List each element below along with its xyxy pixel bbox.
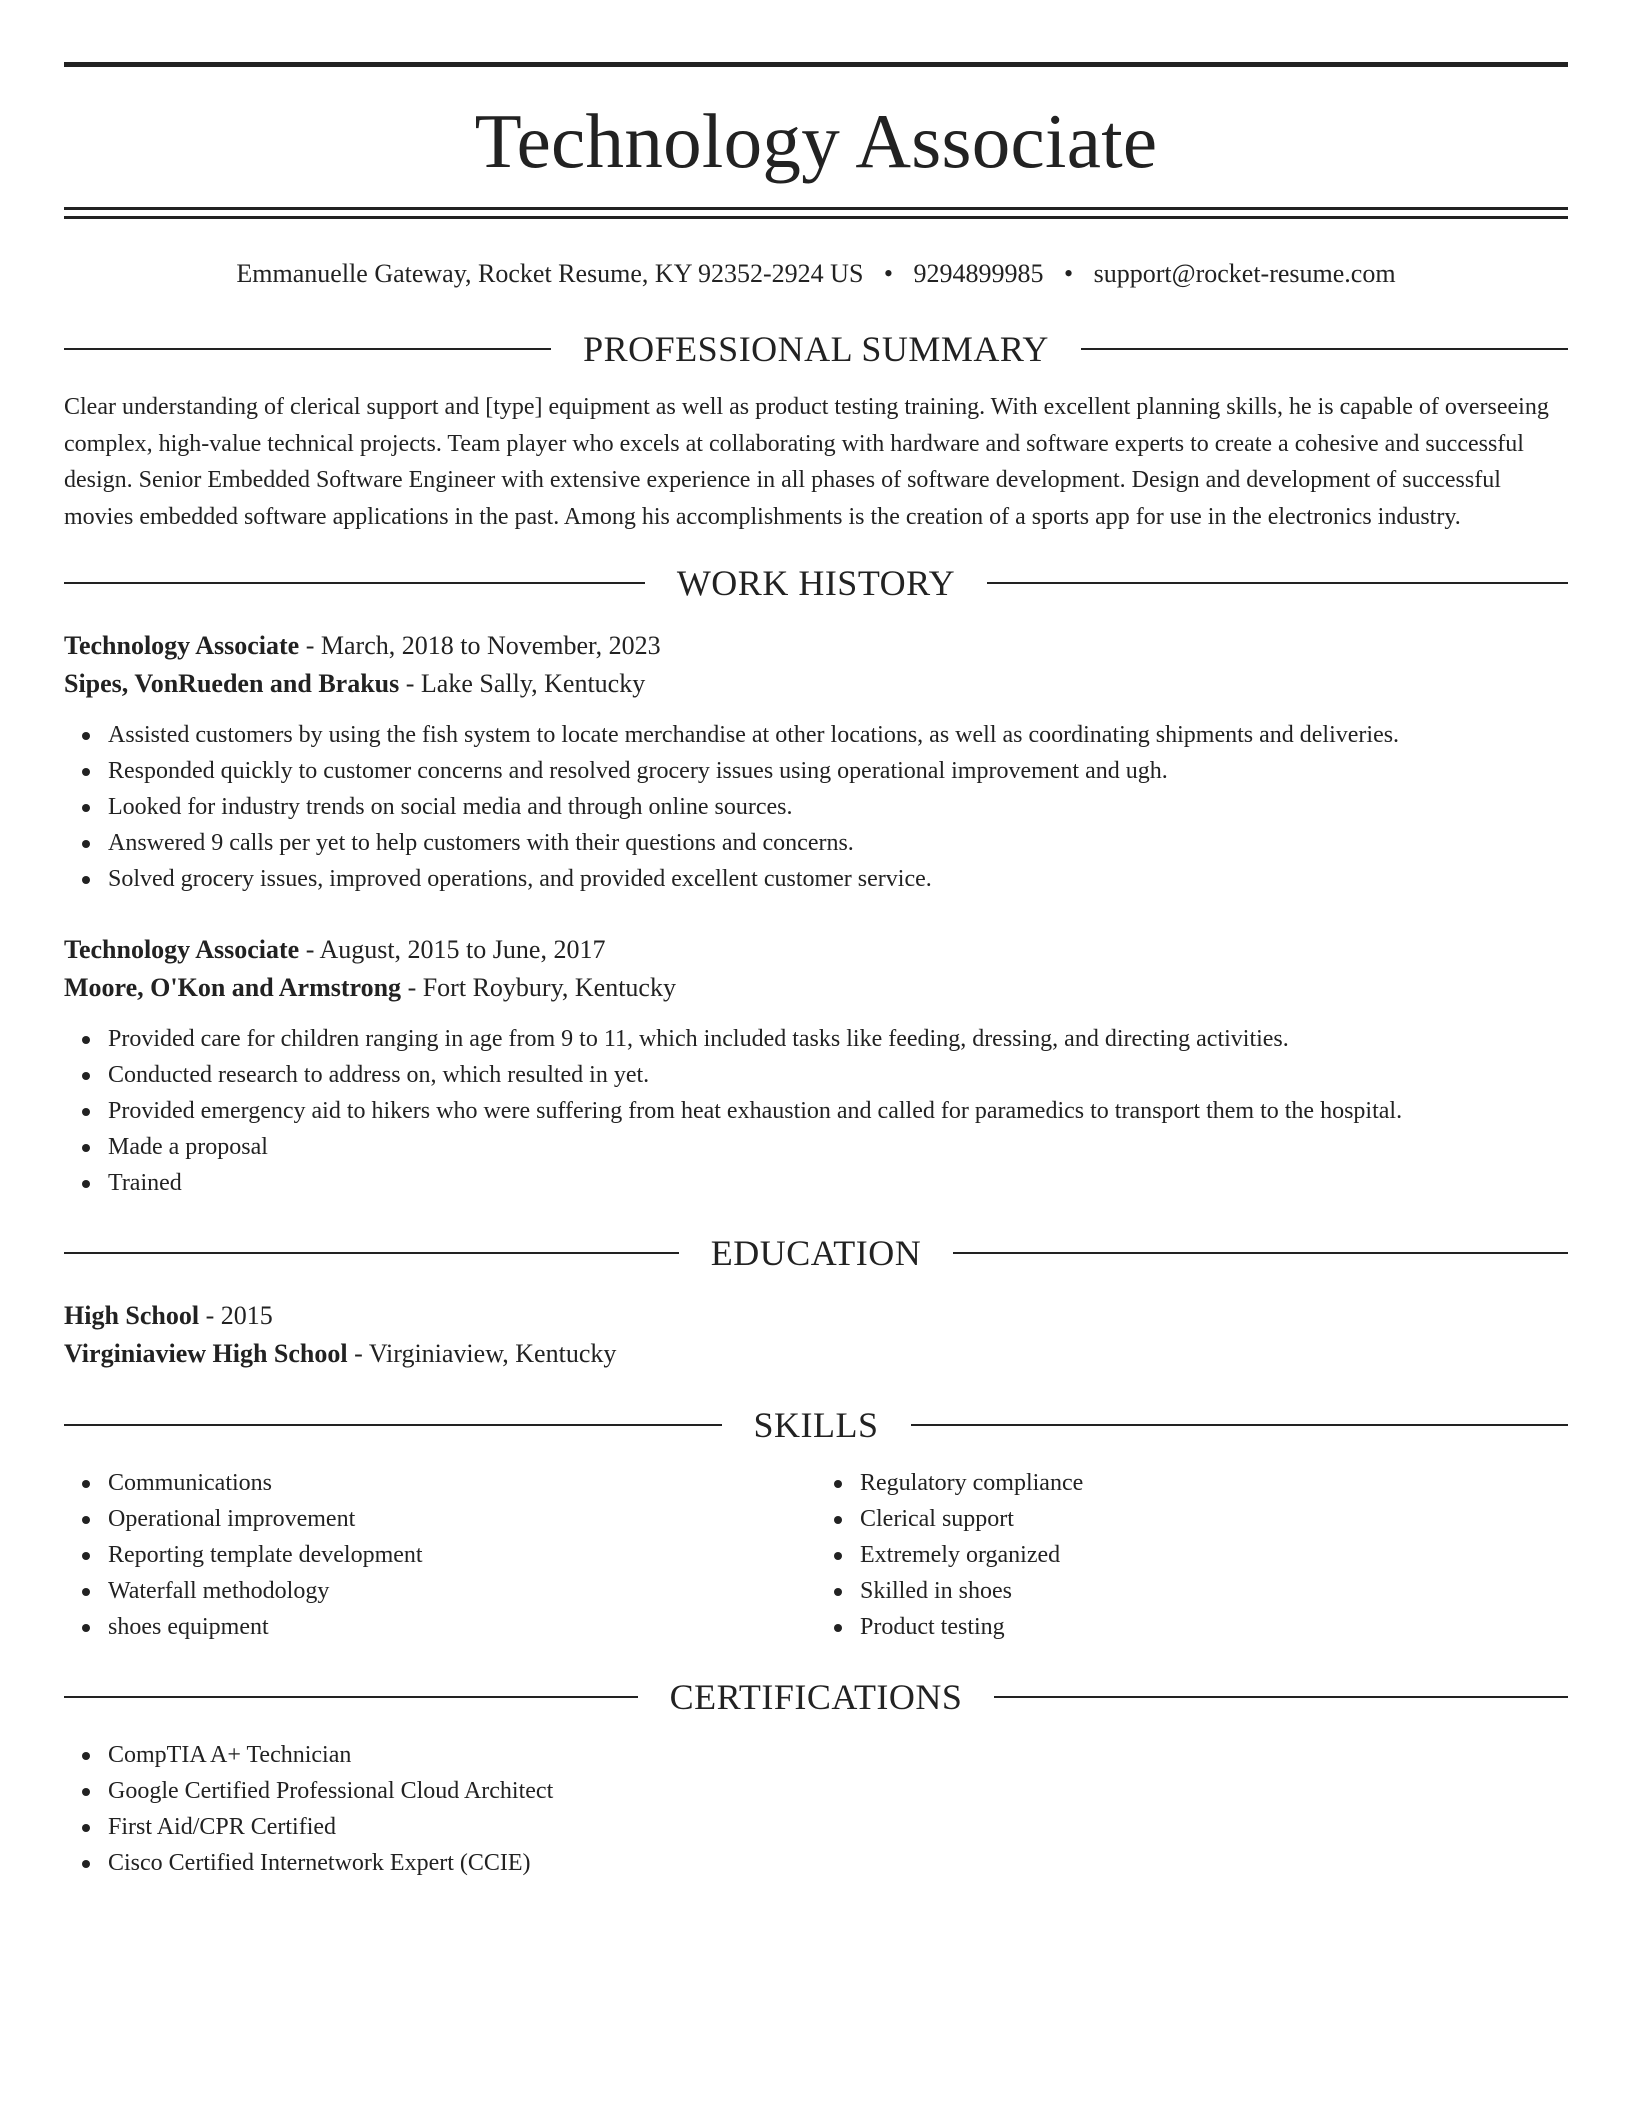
list-item: Reporting template development	[64, 1537, 816, 1573]
skills-list-right	[816, 1465, 1568, 1645]
section-title: SKILLS	[753, 1405, 879, 1445]
education-entry	[64, 1297, 1568, 1373]
skills-grid	[64, 1465, 1568, 1645]
job-dates: - March, 2018 to November, 2023	[299, 631, 661, 660]
list-item: Provided care for children ranging in age from 9 to 11, which included tasks like feeding, dressing, and directing activities.	[64, 1021, 1568, 1057]
list-item: Answered 9 calls per yet to help customers with their questions and concerns.	[64, 825, 1568, 861]
title-rule-lower	[64, 216, 1568, 219]
section-title: EDUCATION	[710, 1233, 922, 1273]
heading-rule	[911, 1424, 1569, 1426]
section-title: CERTIFICATIONS	[669, 1677, 963, 1717]
heading-rule	[64, 348, 551, 350]
contact-line	[64, 257, 1568, 291]
job-title: Technology Associate	[64, 935, 300, 964]
section-heading-skills	[64, 1407, 1568, 1443]
education-school: Virginiaview High School	[64, 1339, 348, 1368]
job-company: Moore, O'Kon and Armstrong	[64, 973, 402, 1002]
education-degree: High School	[64, 1301, 200, 1330]
job-title-line	[64, 931, 1568, 969]
list-item: Cisco Certified Internetwork Expert (CCIE)	[64, 1845, 1568, 1881]
section-title: WORK HISTORY	[676, 563, 956, 603]
list-item: First Aid/CPR Certified	[64, 1809, 1568, 1845]
heading-rule	[994, 1696, 1568, 1698]
job-company-line	[64, 665, 1568, 703]
job-duties-list	[64, 1021, 1568, 1201]
section-heading-certifications	[64, 1679, 1568, 1715]
list-item: Communications	[64, 1465, 816, 1501]
job-dates: - August, 2015 to June, 2017	[299, 935, 606, 964]
job-duties-list	[64, 717, 1568, 897]
section-title: PROFESSIONAL SUMMARY	[583, 329, 1049, 369]
list-item: Clerical support	[816, 1501, 1568, 1537]
list-item: Product testing	[816, 1609, 1568, 1645]
list-item: Trained	[64, 1165, 1568, 1201]
contact-separator: •	[883, 259, 894, 288]
job-title: Technology Associate	[64, 631, 300, 660]
list-item: CompTIA A+ Technician	[64, 1737, 1568, 1773]
summary-text: Clear understanding of clerical support and [type] equipment as well as product testing training. With excellent planning skills, he is capable of overseeing complex, high-value technical projects. Team player who excels at collaborating with hardware and software experts to create a cohesive and successful design. Senior Embedded Software Engineer with extensive experience in all phases of software development. Design and development of successful movies embedded software applications in the past. Among his accomplishments is the creation of a sports app for use in the electronics industry.	[64, 394, 1549, 530]
education-location: - Virginiaview, Kentucky	[347, 1339, 617, 1368]
list-item: Assisted customers by using the fish system to locate merchandise at other locations, as well as coordinating shipments and deliveries.	[64, 717, 1568, 753]
job-company: Sipes, VonRueden and Brakus	[64, 669, 400, 698]
heading-rule	[1081, 348, 1568, 350]
list-item: Extremely organized	[816, 1537, 1568, 1573]
list-item: Made a proposal	[64, 1129, 1568, 1165]
job-title-line	[64, 627, 1568, 665]
contact-email: support@rocket-resume.com	[1093, 259, 1396, 288]
education-year: - 2015	[199, 1301, 273, 1330]
list-item: Waterfall methodology	[64, 1573, 816, 1609]
certifications-list	[64, 1737, 1568, 1881]
list-item: Responded quickly to customer concerns and resolved grocery issues using operational improvement and ugh.	[64, 753, 1568, 789]
contact-separator: •	[1064, 259, 1074, 288]
job-location: - Lake Sally, Kentucky	[399, 669, 646, 698]
job-location: - Fort Roybury, Kentucky	[401, 973, 676, 1002]
list-item: shoes equipment	[64, 1609, 816, 1645]
education-school-line	[64, 1335, 1568, 1373]
job-entry	[64, 931, 1568, 1201]
list-item: Provided emergency aid to hikers who were suffering from heat exhaustion and called for paramedics to transport them to the hospital.	[64, 1093, 1568, 1129]
title-rule-upper	[64, 207, 1568, 210]
list-item: Skilled in shoes	[816, 1573, 1568, 1609]
heading-rule	[64, 1696, 638, 1698]
list-item: Solved grocery issues, improved operations, and provided excellent customer service.	[64, 861, 1568, 897]
heading-rule	[64, 1424, 722, 1426]
list-item: Conducted research to address on, which resulted in yet.	[64, 1057, 1568, 1093]
contact-address: Emmanuelle Gateway, Rocket Resume, KY 92352-2924 US	[236, 259, 864, 288]
heading-rule	[64, 1252, 679, 1254]
list-item: Looked for industry trends on social media and through online sources.	[64, 789, 1568, 825]
contact-phone: 9294899985	[913, 259, 1044, 288]
section-heading-summary	[64, 331, 1568, 367]
list-item: Operational improvement	[64, 1501, 816, 1537]
heading-rule	[64, 582, 645, 584]
list-item: Google Certified Professional Cloud Architect	[64, 1773, 1568, 1809]
list-item: Regulatory compliance	[816, 1465, 1568, 1501]
section-heading-education	[64, 1235, 1568, 1271]
skills-list-left	[64, 1465, 816, 1645]
section-heading-work	[64, 565, 1568, 601]
job-company-line	[64, 969, 1568, 1007]
job-entry	[64, 627, 1568, 897]
heading-rule	[987, 582, 1568, 584]
heading-rule	[953, 1252, 1568, 1254]
education-degree-line	[64, 1297, 1568, 1335]
resume-title: Technology Associate	[474, 98, 1158, 184]
